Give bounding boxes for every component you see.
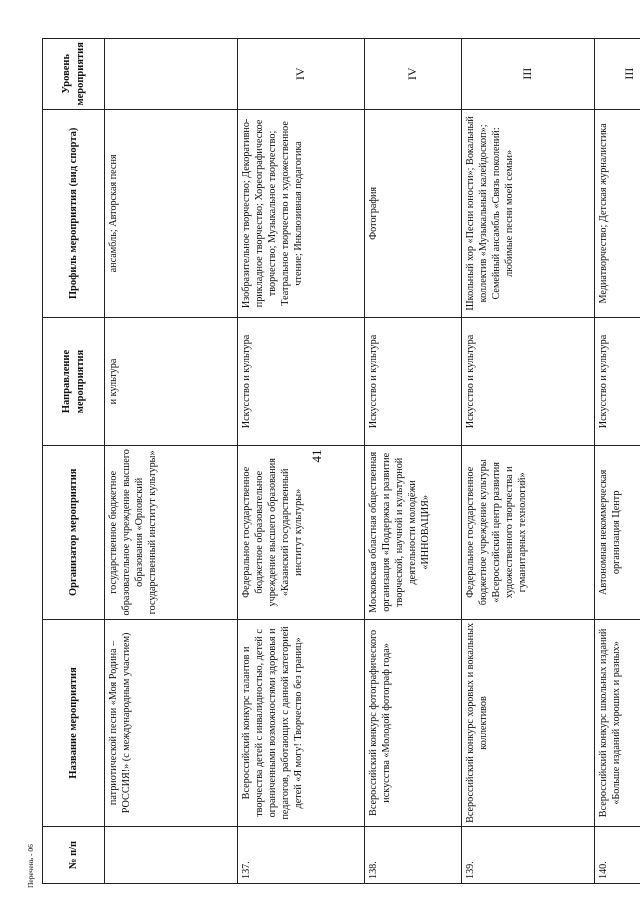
- row-level: III: [462, 39, 595, 110]
- row-direction: Искусство и культура: [462, 318, 595, 446]
- row-profile: Фотография: [365, 109, 462, 318]
- page-number: 41: [309, 449, 324, 463]
- row-profile: Медиатворчество; Детская журналистика: [595, 109, 640, 318]
- row-num: 140.: [595, 826, 640, 883]
- row-profile: ансамбль; Авторская песня: [105, 109, 238, 318]
- row-num: [105, 826, 238, 883]
- row-profile: Школьный хор «Песни юности»; Вокальный коллектив «Музыкальный калейдоскоп»; Семейный ансамбль «Связь поколений: любимые песни моей семьи»: [462, 109, 595, 318]
- row-level: III: [595, 39, 640, 110]
- row-level: IV: [238, 39, 365, 110]
- header-level: Уровень мероприятия: [43, 39, 105, 110]
- row-organizer: Федеральное государственное бюджетное образовательное учреждение высшего образования «Казанский государственный институт культуры»: [238, 445, 365, 619]
- table-row: [238, 39, 365, 884]
- table-row: [462, 39, 595, 884]
- document-footer-code: Перечень - 06: [26, 844, 35, 888]
- table-header-row: [43, 39, 105, 884]
- row-direction: Искусство и культура: [365, 318, 462, 446]
- row-num: 137.: [238, 826, 365, 883]
- row-num: 138.: [365, 826, 462, 883]
- row-direction: Искусство и культура: [238, 318, 365, 446]
- row-name: Всероссийский конкурс фотографического искусства «Молодой фотограф года»: [365, 619, 462, 826]
- row-profile: Изобразительное творчество; Декоративно-прикладное творчество; Хореографическое творчество; Музыкальное творчество; Театральное творчество и художественное чтение; Инклюзивная педагогика: [238, 109, 365, 318]
- row-name: Всероссийский конкурс школьных изданий «Больше изданий хороших и разных»: [595, 619, 640, 826]
- row-level: [105, 39, 238, 110]
- header-organizer: Организатор мероприятия: [43, 445, 105, 619]
- header-profile: Профиль мероприятия (вид спорта): [43, 109, 105, 318]
- table-row: [365, 39, 462, 884]
- row-organizer: Московская областная общественная организация «Поддержка и развитие творческой, научной и культурной деятельности молодёжи «ИННОВАЦИЯ»: [365, 445, 462, 619]
- row-name: патриотической песни «Моя Родина – РОССИЯ!» (с международным участием): [105, 619, 238, 826]
- row-num: 139.: [462, 826, 595, 883]
- header-direction: Направление мероприятия: [43, 318, 105, 446]
- row-organizer: Федеральное государственное бюджетное учреждение культуры «Всероссийский центр развития художественного творчества и гуманитарных технологий»: [462, 445, 595, 619]
- row-name: Всероссийский конкурс талантов и творчества детей с инвалидностью, детей с ограниченными возможностями здоровья и педагогов, работающих с данной категорией детей «Я могу! Творчество без границ»: [238, 619, 365, 826]
- row-direction: Искусство и культура: [595, 318, 640, 446]
- header-name: Название мероприятия: [43, 619, 105, 826]
- table-row: [595, 39, 640, 884]
- row-direction: и культура: [105, 318, 238, 446]
- events-table: [42, 38, 640, 884]
- row-organizer: Автономная некоммерческая организация Центр: [595, 445, 640, 619]
- table-row: [105, 39, 238, 884]
- row-name: Всероссийский конкурс хоровых и вокальных коллективов: [462, 619, 595, 826]
- row-level: IV: [365, 39, 462, 110]
- events-table-container: [42, 38, 637, 884]
- row-organizer: государственное бюджетное образовательное учреждение высшего образования «Орловский государственный институт культуры»: [105, 445, 238, 619]
- header-num: № п/п: [43, 826, 105, 883]
